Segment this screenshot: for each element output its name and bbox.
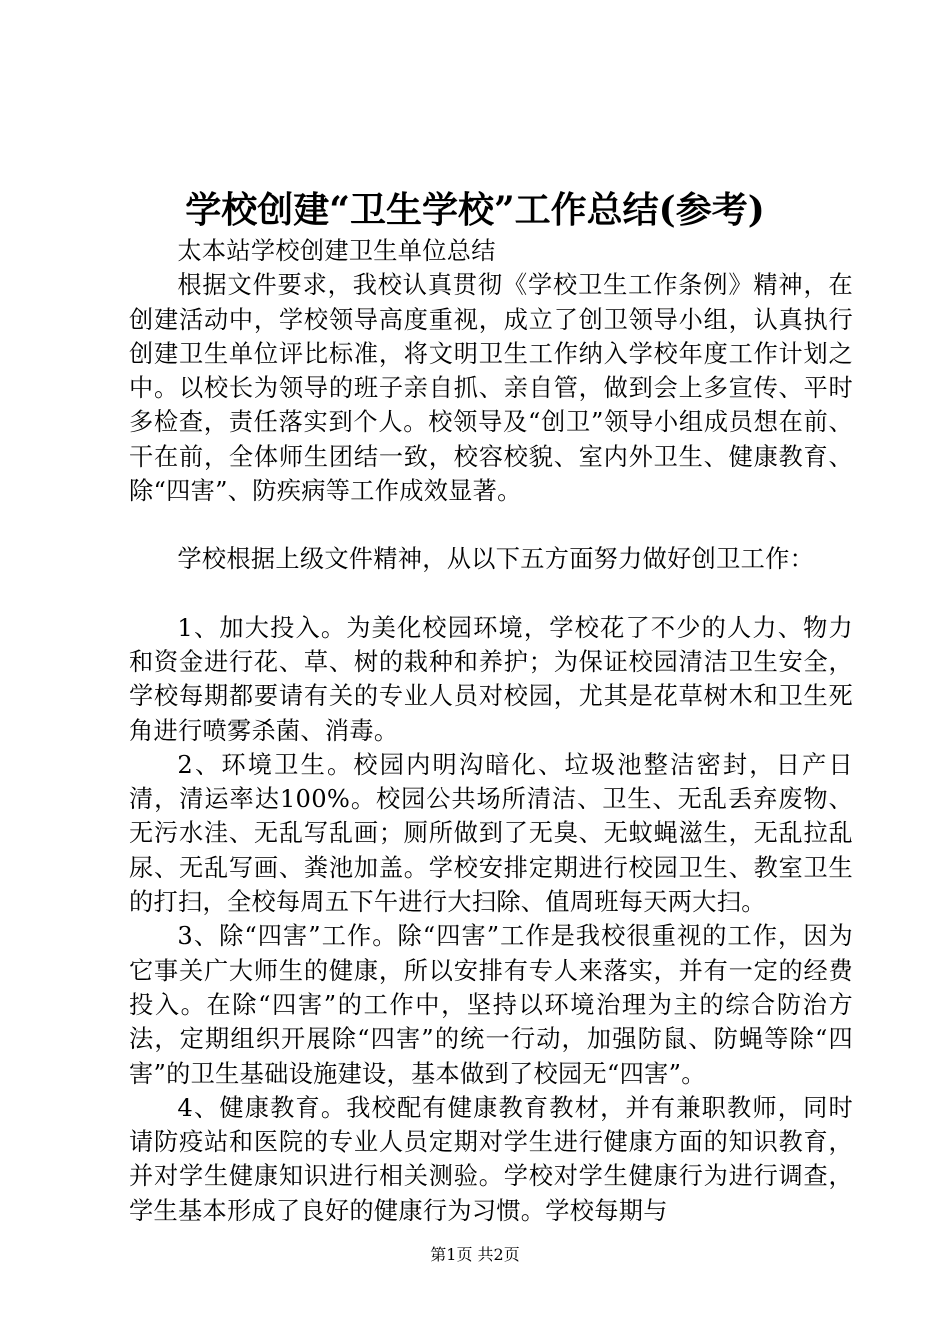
paragraph-item-3: 3、除“四害”工作。除“四害”工作是我校很重视的工作，因为它事关广大师生的健康，所以安排有专人来落实，并有一定的经费投入。在除“四害”的工作中，坚持以环境治理为主的综合防治方法，定期组织开展除“四害”的统一行动，加强防鼠、防蝇等除“四害”的卫生基础设施建设，基本做到了校园无“四害”。: [129, 922, 853, 1088]
paragraph-item-1: 1、加大投入。为美化校园环境，学校花了不少的人力、物力和资金进行花、草、树的栽种和养护；为保证校园清洁卫生安全，学校每期都要请有关的专业人员对校园，尤其是花草树木和卫生死角进行喷雾杀菌、消毒。: [129, 613, 853, 745]
document-body: [129, 234, 853, 1228]
paragraph-overview: 学校根据上级文件精神，从以下五方面努力做好创卫工作：: [177, 545, 815, 574]
paragraph-intro: 根据文件要求，我校认真贯彻《学校卫生工作条例》精神，在创建活动中，学校领导高度重视，成立了创卫领导小组，认真执行创建卫生单位评比标准，将文明卫生工作纳入学校年度工作计划之中。以校长为领导的班子亲自抓、亲自管，做到会上多宣传、平时多检查，责任落实到个人。校领导及“创卫”领导小组成员想在前、干在前，全体师生团结一致，校容校貌、室内外卫生、健康教育、除“四害”、防疾病等工作成效显著。: [129, 271, 853, 506]
paragraph-item-2: 2、环境卫生。校园内明沟暗化、垃圾池整洁密封，日产日清，清运率达100%。校园公共场所清洁、卫生、无乱丢弃废物、无污水洼、无乱写乱画；厕所做到了无臭、无蚊蝇滋生，无乱拉乱尿、无乱写画、粪池加盖。学校安排定期进行校园卫生、教室卫生的打扫，全校每周五下午进行大扫除、值周班每天两大扫。: [129, 750, 853, 917]
page-indicator: 第1页 共2页: [430, 1245, 520, 1264]
paragraph-item-4: 4、健康教育。我校配有健康教育教材，并有兼职教师，同时请防疫站和医院的专业人员定期对学生进行健康方面的知识教育，并对学生健康知识进行相关测验。学校对学生健康行为进行调查，学生基本形成了良好的健康行为习惯。学校每期与: [129, 1093, 853, 1225]
document-title: 学校创建“卫生学校”工作总结(参考): [185, 189, 765, 231]
document-subtitle: 太本站学校创建卫生单位总结: [177, 237, 496, 265]
